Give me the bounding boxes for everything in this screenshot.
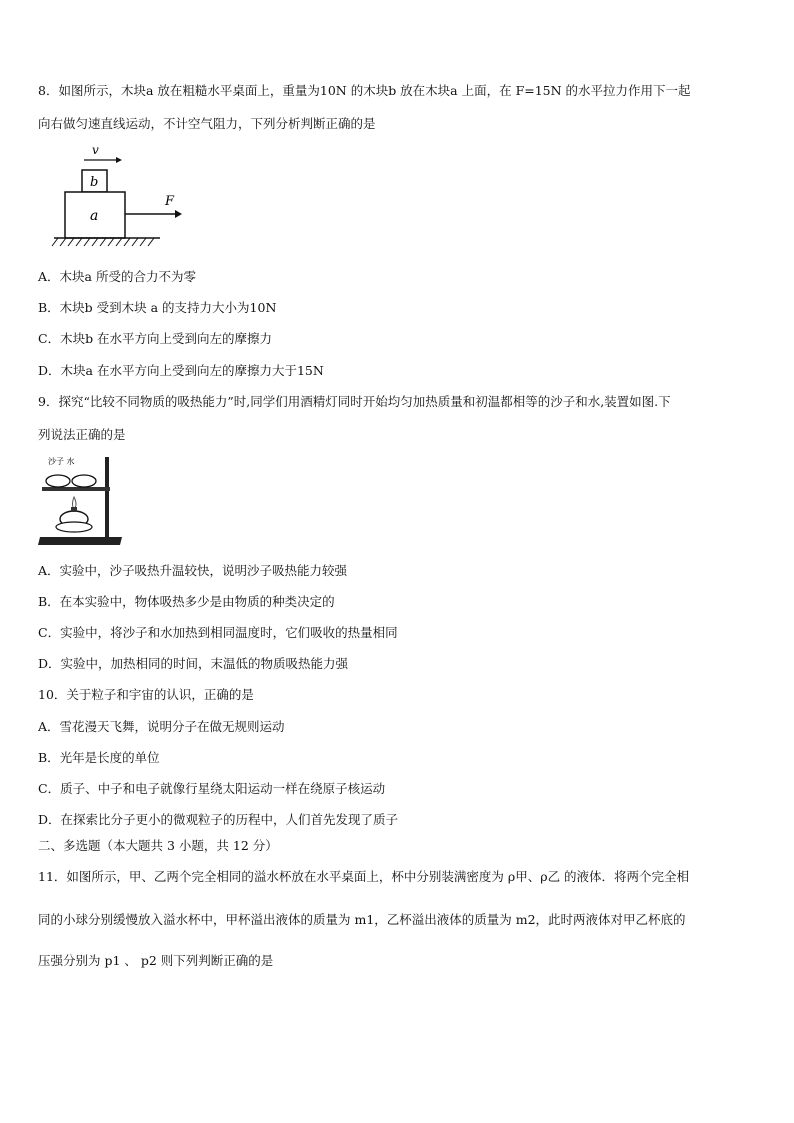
- q9-option-d: D．实验中，加热相同的时间，末温低的物质吸热能力强: [38, 656, 349, 671]
- q8-option-b: B．木块b 受到木块 a 的支持力大小为10N: [38, 300, 277, 315]
- q8-option-a: A．木块a 所受的合力不为零: [38, 269, 196, 284]
- q8-block-figure: [50, 142, 200, 250]
- block-a-label: a: [90, 208, 99, 224]
- section-heading: 二、多选题（本大题共 3 小题，共 12 分）: [38, 838, 278, 853]
- q10-option-b: B．光年是长度的单位: [38, 750, 160, 765]
- velocity-label: v: [92, 143, 99, 157]
- q10-option-d: D．在探索比分子更小的微观粒子的历程中，人们首先发现了质子: [38, 812, 399, 827]
- q10-option-c: C．质子、中子和电子就像行星绕太阳运动一样在绕原子核运动: [38, 781, 386, 796]
- q9-option-b: B．在本实验中，物体吸热多少是由物质的种类决定的: [38, 594, 335, 609]
- gauze-platform: [42, 487, 110, 491]
- q10-option-a: A．雪花漫天飞舞，说明分子在做无规则运动: [38, 719, 285, 734]
- stand-rod: [105, 457, 109, 541]
- sand-beaker: [46, 475, 70, 487]
- q11-stem-line2: 同的小球分别缓慢放入溢水杯中，甲杯溢出液体的质量为 m1，乙杯溢出液体的质量为 m2，此时两液体对甲乙杯底的: [38, 912, 686, 927]
- q11-stem-line1: 11．如图所示，甲、乙两个完全相同的溢水杯放在水平桌面上，杯中分别装满密度为 ρ甲、ρ乙 的液体．将两个完全相: [38, 869, 690, 884]
- water-beaker: [72, 475, 96, 487]
- q9-heating-apparatus-figure: [38, 453, 124, 549]
- stand-base: [38, 537, 122, 545]
- beaker-labels: 沙子 水: [48, 457, 75, 466]
- q8-option-c: C．木块b 在水平方向上受到向左的摩擦力: [38, 331, 273, 346]
- q9-option-c: C．实验中，将沙子和水加热到相同温度时，它们吸收的热量相同: [38, 625, 398, 640]
- q9-option-a: A．实验中，沙子吸热升温较快，说明沙子吸热能力较强: [38, 563, 348, 578]
- q8-stem-line1: 8．如图所示，木块a 放在粗糙水平桌面上，重量为10N 的木块b 放在木块a 上面，在 F=15N 的水平拉力作用下一起: [38, 83, 691, 98]
- q8-option-d: D．木块a 在水平方向上受到向左的摩擦力大于15N: [38, 363, 324, 378]
- block-b-label: b: [90, 175, 99, 190]
- q9-stem-line2: 列说法正确的是: [38, 427, 126, 442]
- q10-stem: 10．关于粒子和宇宙的认识，正确的是: [38, 687, 254, 702]
- q9-stem-line1: 9．探究“比较不同物质的吸热能力”时,同学们用酒精灯同时开始均匀加热质量和初温都相等的沙子和水,装置如图.下: [38, 394, 671, 409]
- q8-stem-line2: 向右做匀速直线运动，不计空气阻力，下列分析判断正确的是: [38, 116, 376, 131]
- q11-stem-line3: 压强分别为 p1 、 p2 则下列判断正确的是: [38, 953, 274, 968]
- force-label: F: [165, 194, 175, 209]
